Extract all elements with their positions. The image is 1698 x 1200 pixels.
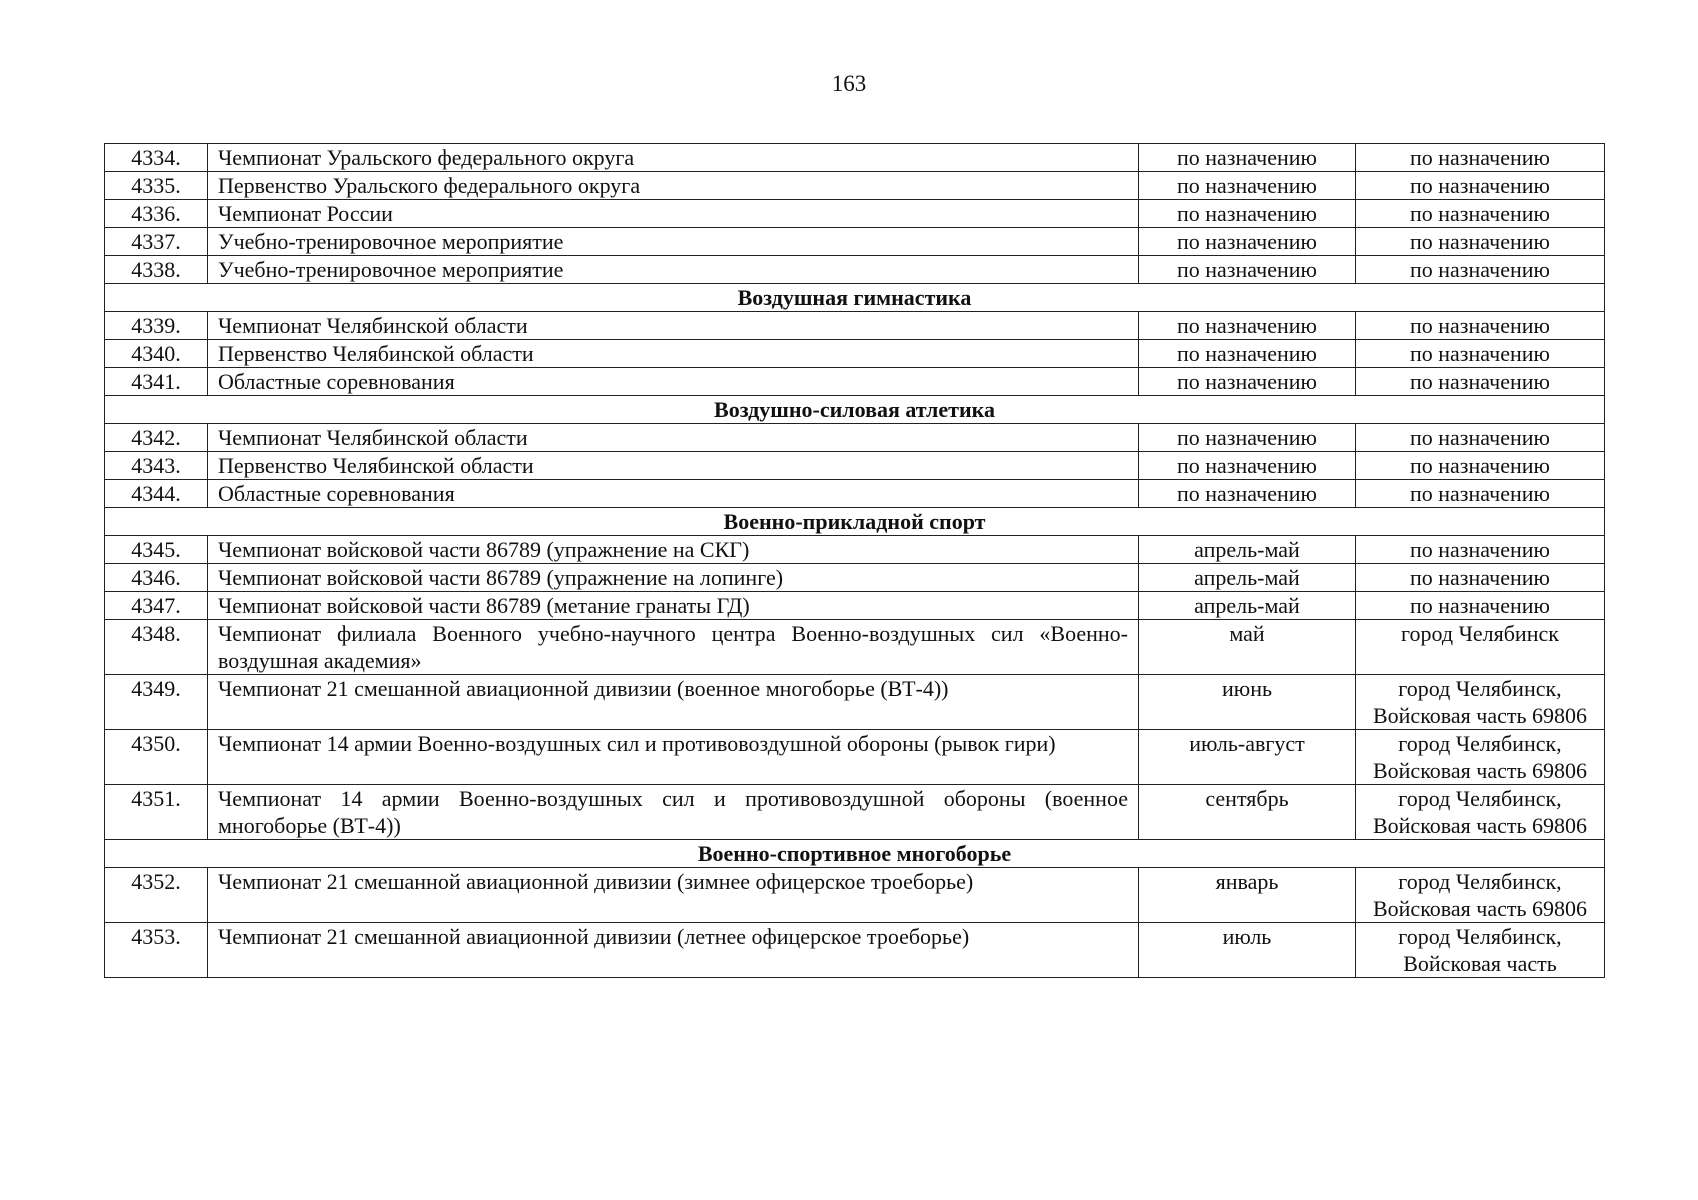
event-place: по назначению [1356,592,1605,620]
event-date: по назначению [1139,480,1356,508]
event-name: Первенство Челябинской области [208,340,1139,368]
event-name: Чемпионат Уральского федерального округа [208,144,1139,172]
table-row [105,923,1605,978]
event-date: апрель-май [1139,564,1356,592]
page-number: 163 [831,71,867,96]
row-number: 4353. [105,923,208,978]
section-header-row [105,508,1605,536]
row-number: 4347. [105,592,208,620]
section-title: Воздушная гимнастика [105,284,1605,312]
event-date: июнь [1139,675,1356,730]
event-place: по назначению [1356,144,1605,172]
event-date: по назначению [1139,340,1356,368]
event-date: июль [1139,923,1356,978]
event-date: по назначению [1139,144,1356,172]
row-number: 4342. [105,424,208,452]
event-place: по назначению [1356,228,1605,256]
event-place: по назначению [1356,564,1605,592]
event-place: по назначению [1356,368,1605,396]
event-date: по назначению [1139,452,1356,480]
event-date: апрель-май [1139,592,1356,620]
event-name: Чемпионат 14 армии Военно-воздушных сил и противовоздушной обороны (военное многоборье (ВТ-4)) [208,785,1139,840]
event-date: по назначению [1139,424,1356,452]
section-title: Военно-прикладной спорт [105,508,1605,536]
event-place: по назначению [1356,480,1605,508]
section-header-row [105,840,1605,868]
events-table-body [105,144,1605,978]
event-place: по назначению [1356,452,1605,480]
event-place: город Челябинск, Войсковая часть 69806 [1356,675,1605,730]
row-number: 4350. [105,730,208,785]
table-row [105,620,1605,675]
table-row [105,312,1605,340]
event-place: по назначению [1356,536,1605,564]
table-row [105,480,1605,508]
event-place: по назначению [1356,172,1605,200]
row-number: 4346. [105,564,208,592]
event-name: Первенство Челябинской области [208,452,1139,480]
event-name: Чемпионат России [208,200,1139,228]
table-row [105,564,1605,592]
table-row [105,172,1605,200]
row-number: 4351. [105,785,208,840]
event-place: по назначению [1356,312,1605,340]
row-number: 4352. [105,868,208,923]
section-title: Военно-спортивное многоборье [105,840,1605,868]
event-name: Чемпионат войсковой части 86789 (упражнение на СКГ) [208,536,1139,564]
event-name: Учебно-тренировочное мероприятие [208,256,1139,284]
event-name: Первенство Уральского федерального округа [208,172,1139,200]
table-row [105,730,1605,785]
event-date: сентябрь [1139,785,1356,840]
row-number: 4336. [105,200,208,228]
table-row [105,868,1605,923]
table-row [105,536,1605,564]
event-date: по назначению [1139,200,1356,228]
row-number: 4337. [105,228,208,256]
row-number: 4340. [105,340,208,368]
event-name: Учебно-тренировочное мероприятие [208,228,1139,256]
row-number: 4338. [105,256,208,284]
event-name: Чемпионат войсковой части 86789 (метание гранаты ГД) [208,592,1139,620]
event-date: июль-август [1139,730,1356,785]
event-name: Чемпионат Челябинской области [208,312,1139,340]
section-header-row [105,396,1605,424]
row-number: 4348. [105,620,208,675]
event-date: по назначению [1139,228,1356,256]
events-table [104,143,1605,978]
event-place: город Челябинск, Войсковая часть 69806 [1356,730,1605,785]
event-name: Областные соревнования [208,480,1139,508]
event-date: по назначению [1139,368,1356,396]
event-place: по назначению [1356,200,1605,228]
event-name: Чемпионат Челябинской области [208,424,1139,452]
event-name: Чемпионат 21 смешанной авиационной дивизии (зимнее офицерское троеборье) [208,868,1139,923]
row-number: 4345. [105,536,208,564]
event-name: Чемпионат 21 смешанной авиационной дивизии (летнее офицерское троеборье) [208,923,1139,978]
event-name: Чемпионат 14 армии Военно-воздушных сил и противовоздушной обороны (рывок гири) [208,730,1139,785]
row-number: 4334. [105,144,208,172]
table-row [105,144,1605,172]
event-place: по назначению [1356,424,1605,452]
event-date: апрель-май [1139,536,1356,564]
table-row [105,200,1605,228]
event-name: Областные соревнования [208,368,1139,396]
row-number: 4341. [105,368,208,396]
table-row [105,592,1605,620]
event-date: по назначению [1139,172,1356,200]
event-date: январь [1139,868,1356,923]
event-place: город Челябинск, Войсковая часть [1356,923,1605,978]
row-number: 4343. [105,452,208,480]
table-row [105,368,1605,396]
table-row [105,785,1605,840]
table-row [105,675,1605,730]
event-date: по назначению [1139,256,1356,284]
event-name: Чемпионат войсковой части 86789 (упражнение на лопинге) [208,564,1139,592]
row-number: 4344. [105,480,208,508]
event-place: город Челябинск [1356,620,1605,675]
table-row [105,228,1605,256]
table-row [105,256,1605,284]
row-number: 4339. [105,312,208,340]
table-row [105,424,1605,452]
event-name: Чемпионат филиала Военного учебно-научного центра Военно-воздушных сил «Военно-воздушная академия» [208,620,1139,675]
event-name: Чемпионат 21 смешанной авиационной дивизии (военное многоборье (ВТ-4)) [208,675,1139,730]
event-place: город Челябинск, Войсковая часть 69806 [1356,868,1605,923]
event-place: город Челябинск, Войсковая часть 69806 [1356,785,1605,840]
table-row [105,340,1605,368]
event-place: по назначению [1356,256,1605,284]
event-date: май [1139,620,1356,675]
section-header-row [105,284,1605,312]
row-number: 4349. [105,675,208,730]
row-number: 4335. [105,172,208,200]
event-date: по назначению [1139,312,1356,340]
event-place: по назначению [1356,340,1605,368]
table-row [105,452,1605,480]
section-title: Воздушно-силовая атлетика [105,396,1605,424]
